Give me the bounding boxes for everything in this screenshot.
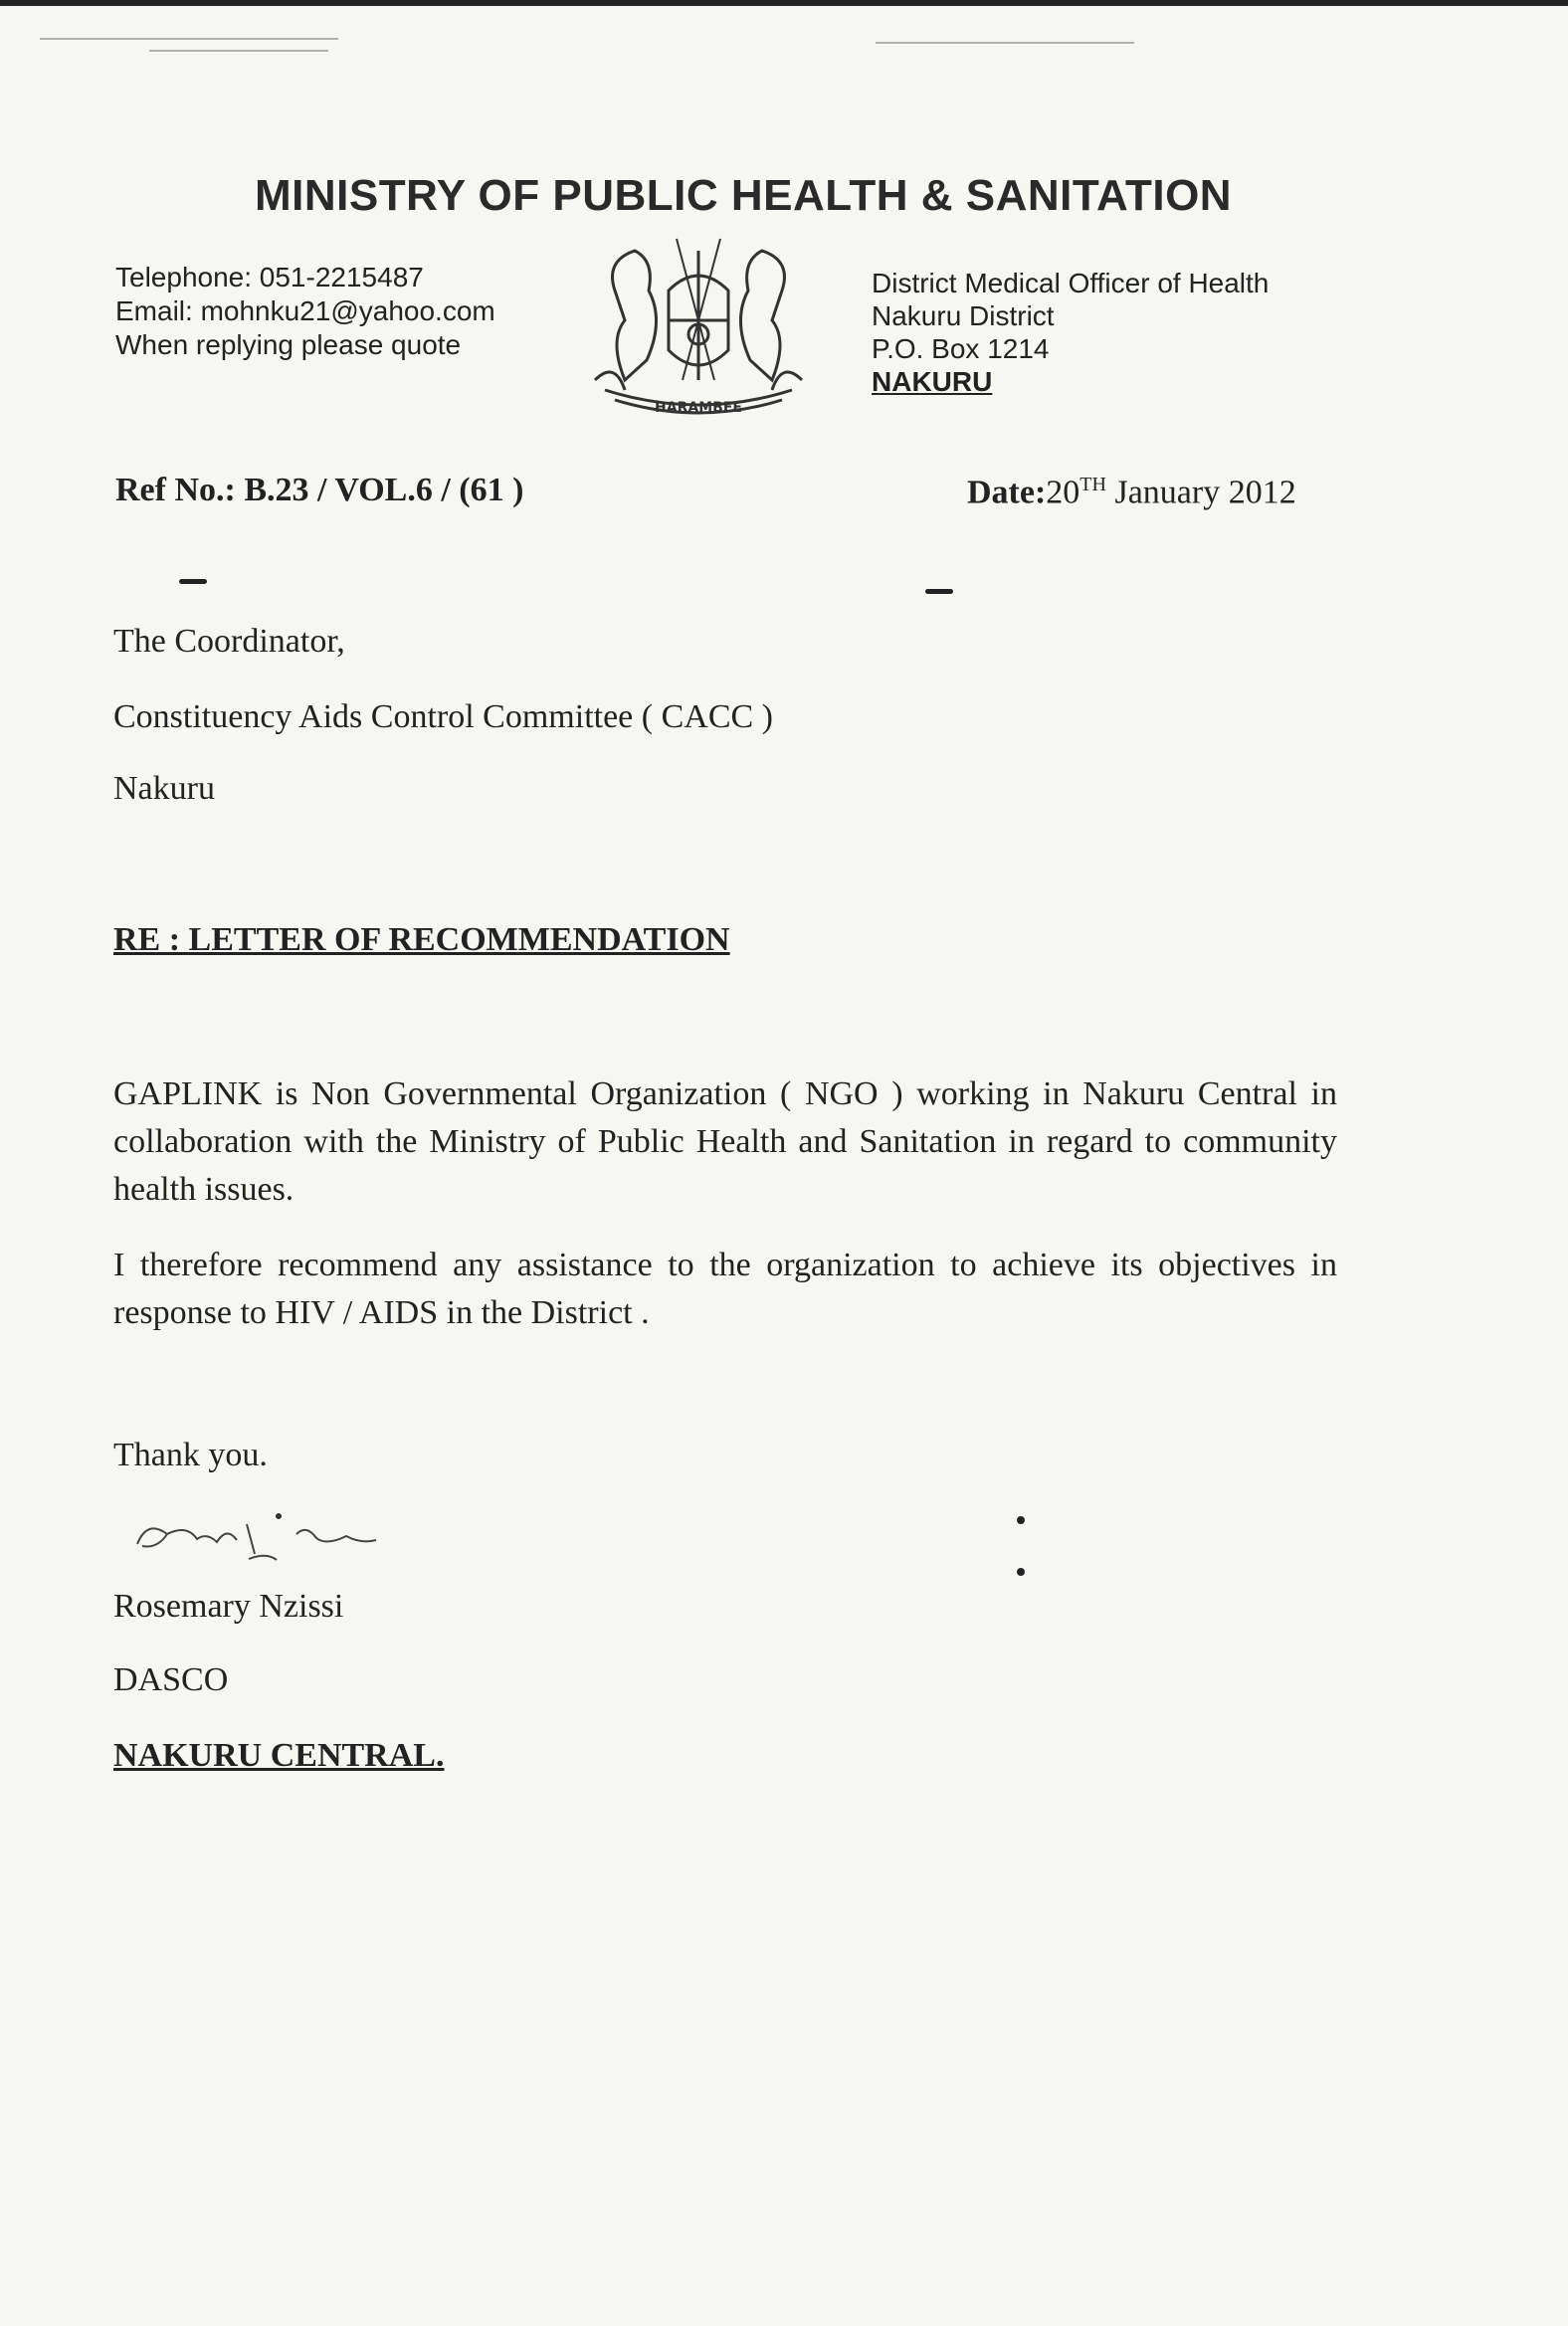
date-suffix: TH [1079,474,1106,495]
recipient-committee: Constituency Aids Control Committee ( CACC ) [113,698,773,735]
reference-number: Ref No.: B.23 / VOL.6 / (61 ) [115,472,524,508]
scan-mark [1017,1516,1025,1524]
date-rest: January 2012 [1105,474,1296,511]
date-day: 20 [1046,474,1080,511]
scan-mark [925,589,953,594]
scan-mark [179,579,207,584]
coat-of-arms-icon [585,231,812,426]
body-paragraph-2: I therefore recommend any assistance to the organization to achieve its objectives in response to HIV / AIDS in the District . [113,1247,1337,1331]
signature [127,1504,386,1574]
scan-noise [40,38,338,40]
scan-edge [0,0,1568,6]
signatory-title: DASCO [113,1661,229,1698]
closing-thanks: Thank you. [113,1437,268,1473]
office-district: Nakuru District [872,300,1055,331]
office-box: P.O. Box 1214 [872,333,1050,364]
scan-mark [1017,1568,1025,1576]
contact-block [115,261,495,362]
signatory-name: Rosemary Nzissi [113,1588,344,1625]
office-title: District Medical Officer of Health [872,268,1270,298]
ministry-heading: MINISTRY OF PUBLIC HEALTH & SANITATION [255,171,1233,220]
signatory-location: NAKURU CENTRAL. [113,1737,445,1774]
recipient-title: The Coordinator, [113,623,345,660]
body-paragraph-1: GAPLINK is Non Governmental Organization ( NGO ) working in Nakuru Central in collaboration with the Ministry of Public Health and Sanitation in regard to community health issues. [113,1075,1337,1208]
crest-motto: HARAMBEE [655,400,742,416]
office-town: NAKURU [872,366,993,397]
subject-line: RE : LETTER OF RECOMMENDATION [113,921,730,958]
telephone: Telephone: 051-2215487 [115,262,424,292]
email: Email: mohnku21@yahoo.com [115,295,495,326]
scan-noise [876,42,1134,44]
scan-noise [149,50,328,52]
reply-note: When replying please quote [115,329,462,360]
office-block [872,267,1269,398]
letter-date [967,474,1296,511]
date-label: Date: [967,474,1047,511]
recipient-town: Nakuru [113,770,215,807]
